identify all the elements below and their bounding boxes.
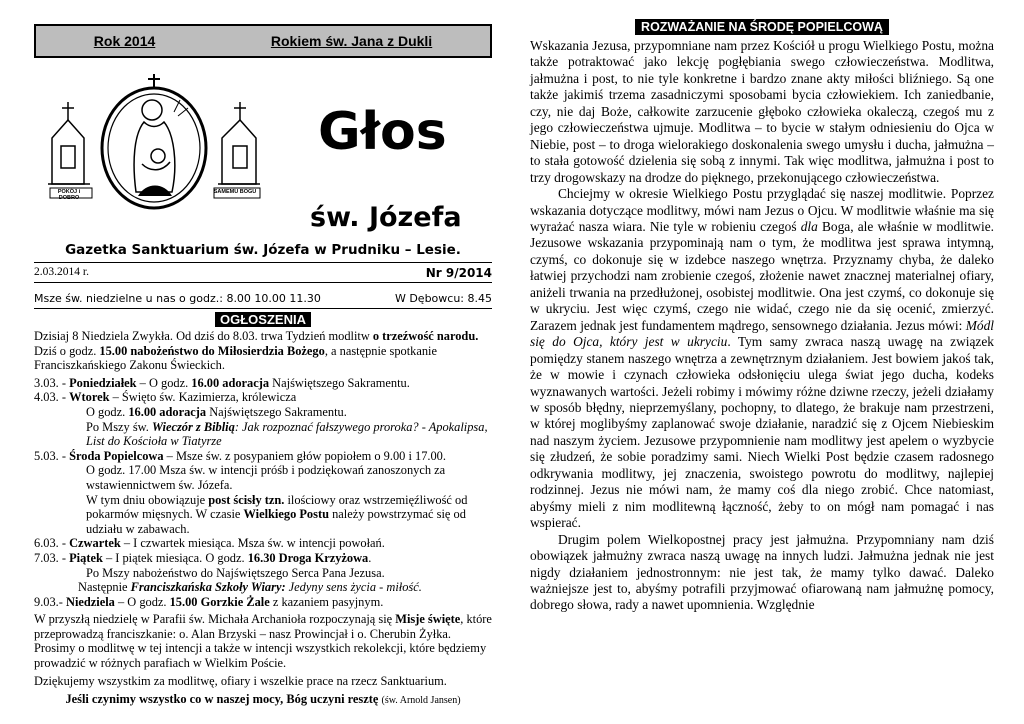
divider	[34, 282, 492, 283]
logo-right-caption: SAMEMU BOGU	[213, 189, 257, 195]
announcements	[34, 329, 492, 688]
announcement-tuesday-adoration: O godz. 16.00 adoracja Najświętszego Sakramentu.	[86, 404, 347, 419]
right-column	[530, 18, 994, 614]
year-label: Rok 2014	[93, 33, 156, 49]
reflection-heading: ROZWAŻANIE NA ŚRODĘ POPIELCOWĄ	[530, 18, 994, 36]
announcement-thanks: Dziękujemy wszystkim za modlitwę, ofiary i wszelkie prace na rzecz Sanktuarium.	[34, 673, 447, 688]
announcement-sunday: 9.03.- Niedziela – O godz. 15.00 Gorzkie Żale z kazaniem pasyjnym.	[34, 594, 384, 609]
announcement-friday: 7.03. - Piątek – I piątek miesiąca. O godz. 16.30 Droga Krzyżowa.	[34, 550, 372, 565]
mass-times	[34, 292, 492, 305]
issue-number: Nr 9/2014	[425, 266, 492, 280]
announcement-intro: Dzisiaj 8 Niedziela Zwykła. Od dziś do 8.03. trwa Tydzień modlitw o trzeźwość narodu. Dziś o godz. 15.00 nabożeństwo do Miłosierdzia Bożego, a następnie spotkanie Franciszkańskiego Zakonu Świeckich.	[34, 329, 479, 373]
divider	[34, 262, 492, 263]
left-column	[34, 24, 492, 707]
announcement-thursday: 6.03. - Czwartek – I czwartek miesiąca. Msza św. w intencji powołań.	[34, 536, 385, 551]
masthead-subtitle: Gazetka Sanktuarium św. Józefa w Prudniku – Lesie.	[65, 242, 461, 258]
debowiec-mass: W Dębowcu: 8.45	[394, 292, 492, 305]
logo-left-caption: POKÓJ i DOBRO	[57, 189, 81, 201]
announcement-tuesday-bible: Po Mszy św. Wieczór z Biblią: Jak rozpoznać fałszywego proroka? - Apokalipsa, List do Kościoła w Tiatyrze	[86, 419, 488, 449]
closing-quote: Jeśli czynimy wszystko co w naszej mocy, Bóg uczyni resztę (św. Arnold Jansen)	[65, 692, 461, 707]
announcement-monday: 3.03. - Poniedziałek – O godz. 16.00 adoracja Najświętszego Sakramentu.	[34, 375, 410, 390]
reflection-text	[530, 38, 994, 614]
reflection-paragraph: Chciejmy w okresie Wielkiego Postu przyglądać się naszej modlitwie. Poprzez wskazania dotyczące modlitwy, mówi nam Jezus o Ojcu. W modlitwie właśnie ma się wyrażać nasza wiara. Nie tyle w robieniu czegoś dla Boga, ale właśnie w modlitwie. Jezusowe wskazania przypominają nam o tym, że modlitwa jest sprawa intymną, czymś, co dokonuje się w izdebce naszego wnętrza. Przyznamy chyba, że daleko łatwiej przychodzi nam zrobienie czegoś, złożenie nawet znacznej materialnej ofiary, aniżeli trwania na przedłużonej, osobistej modlitwie. Ona jest czymś, co dokonuje się w ukryciu. Jest więc czymś, czego nie widać, czego nie da się ocenić, zmierzyć. Zarazem jednak jest fundamentem mądrego, sensownego działania. Jezus mówi: Módl się do Ojca, który jest w ukryciu. Tym samy zwraca naszą uwagę na związek pomiędzy stanem naszego wnętrza a zewnętrznym działaniem. Jest bowiem jakoś tak, że w mowie i czynach człowieka odsłonięciu ulega świat jego ducha, kodeks wyznawanych wartości. Jeżeli robimy i mówimy różne dziwne rzeczy, jeżeli działamy w sposób błędny, nieprzemyślany, pochopny, to dlatego, że brakuje nam przestrzeni, w której moglibyśmy zaplanować swoje działanie, naradzić się z Ojcem Niebieskim nad naszym życiem. Jezusowe przypomnienie nam modlitwy jest apelem o wyzbycie się złudzeń, że sobie poradzimy sami. Niech Wielki Post będzie czasem radosnego odkrywania modlitwy, jej znaczenia, swoistego powrotu do modlitwy, najlepiej rodzinnej. Jezus nie mówi nam, że mamy coś dla niego zrobić. Chce natomiast, abyśmy mieli z nim modlitewną łączność, żeby to on mógł nam pomagać i nas wspierać.	[530, 186, 995, 531]
issue-date: 2.03.2014 r.	[34, 266, 89, 278]
year-banner	[34, 24, 492, 58]
announcement-friday-heart: Po Mszy nabożeństwo do Najświętszego Serca Pana Jezusa.	[86, 565, 385, 580]
divider	[34, 308, 492, 309]
masthead-title-patron: św. Józefa	[310, 202, 462, 233]
announcement-tuesday: 4.03. - Wtorek – Święto św. Kazimierza, królewicza	[34, 390, 297, 405]
announcement-wednesday-mass: O godz. 17.00 Msza św. w intencji próśb i podziękowań zanoszonych za wstawiennictwem św. Józefa.	[86, 463, 446, 492]
reflection-paragraph: Drugim polem Wielkopostnej pracy jest jałmużna. Przypomniany nam dziś obowiązek jałmużny zwraca naszą uwagę na innych ludzi. Jałmużna jednak nie jest nigdy działaniem jednostronnym: nie jest tak, że mamy tylko dawać. Daleko ważniejsze jest to, abyśmy potrafili przyjmować ofiarowaną nam jałmużnę pomocy, dobrego słowa, rady a nawet upomnienia. Względnie	[530, 531, 994, 613]
announcement-missions: W przyszłą niedzielę w Parafii św. Michała Archanioła rozpoczynają się Misje święte, które przeprowadzą franciszkanie: o. Alan Brzyski – nasz Prowincjał i o. Cherubin Żyłka. Prosimy o modlitwę w tej intencji a także w intencji wszystkich rekolekcji, które będziemy prowadzić w różnych parafiach w Wielkim Poście.	[34, 612, 492, 671]
reflection-paragraph: Wskazania Jezusa, przypomniane nam przez Kościół u progu Wielkiego Postu, można także potraktować jako lekcję pogłębiania swego człowieczeństwa. Modlitwa, jałmużna i post, to nie tyle konkretne i bardzo znane akty miłości bliźniego. Są one także jakimiś trzema zasadniczymi sposobami bycia człowiekiem. Ich zaniedbanie, czy, nie daj Boże, całkowite zarzucenie głęboko człowieka okaleczą, czegoś mu z jego człowieczeństwa ujmuje. Modlitwa – to bycie w stałym odniesieniu do Ojca w Niebie, post – to droga wielorakiego doskonalenia swego umysłu i ducha, jałmużna – to stała gotowość dzielenia się sobą z innymi. Tak więc modlitwa, jałmużna i post to trzy drogowskazy na drodze do pięknego, przekonującego człowieczeństwa.	[530, 38, 994, 185]
announcement-wednesday-fast: W tym dniu obowiązuje post ścisły tzn. ilościowy oraz wstrzemięźliwość od pokarmów mięsnych. W czasie Wielkiego Postu należy powstrzymać się od udziału w zabawach.	[86, 492, 468, 536]
year-dedication: Rokiem św. Jana z Dukli	[270, 33, 433, 49]
masthead	[34, 64, 492, 233]
masthead-title: Głos	[318, 102, 447, 162]
announcements-heading: OGŁOSZENIA	[34, 311, 492, 329]
sunday-masses: Msze św. niedzielne u nas o godz.: 8.00 10.00 11.30	[34, 292, 321, 305]
announcement-wednesday: 5.03. - Środa Popielcowa – Msze św. z posypaniem głów popiołem o 9.00 i 17.00.	[34, 448, 446, 463]
issue-line	[34, 266, 492, 280]
announcement-friday-school: Następnie Franciszkańska Szkoły Wiary: Jedyny sens życia - miłość.	[78, 580, 422, 595]
